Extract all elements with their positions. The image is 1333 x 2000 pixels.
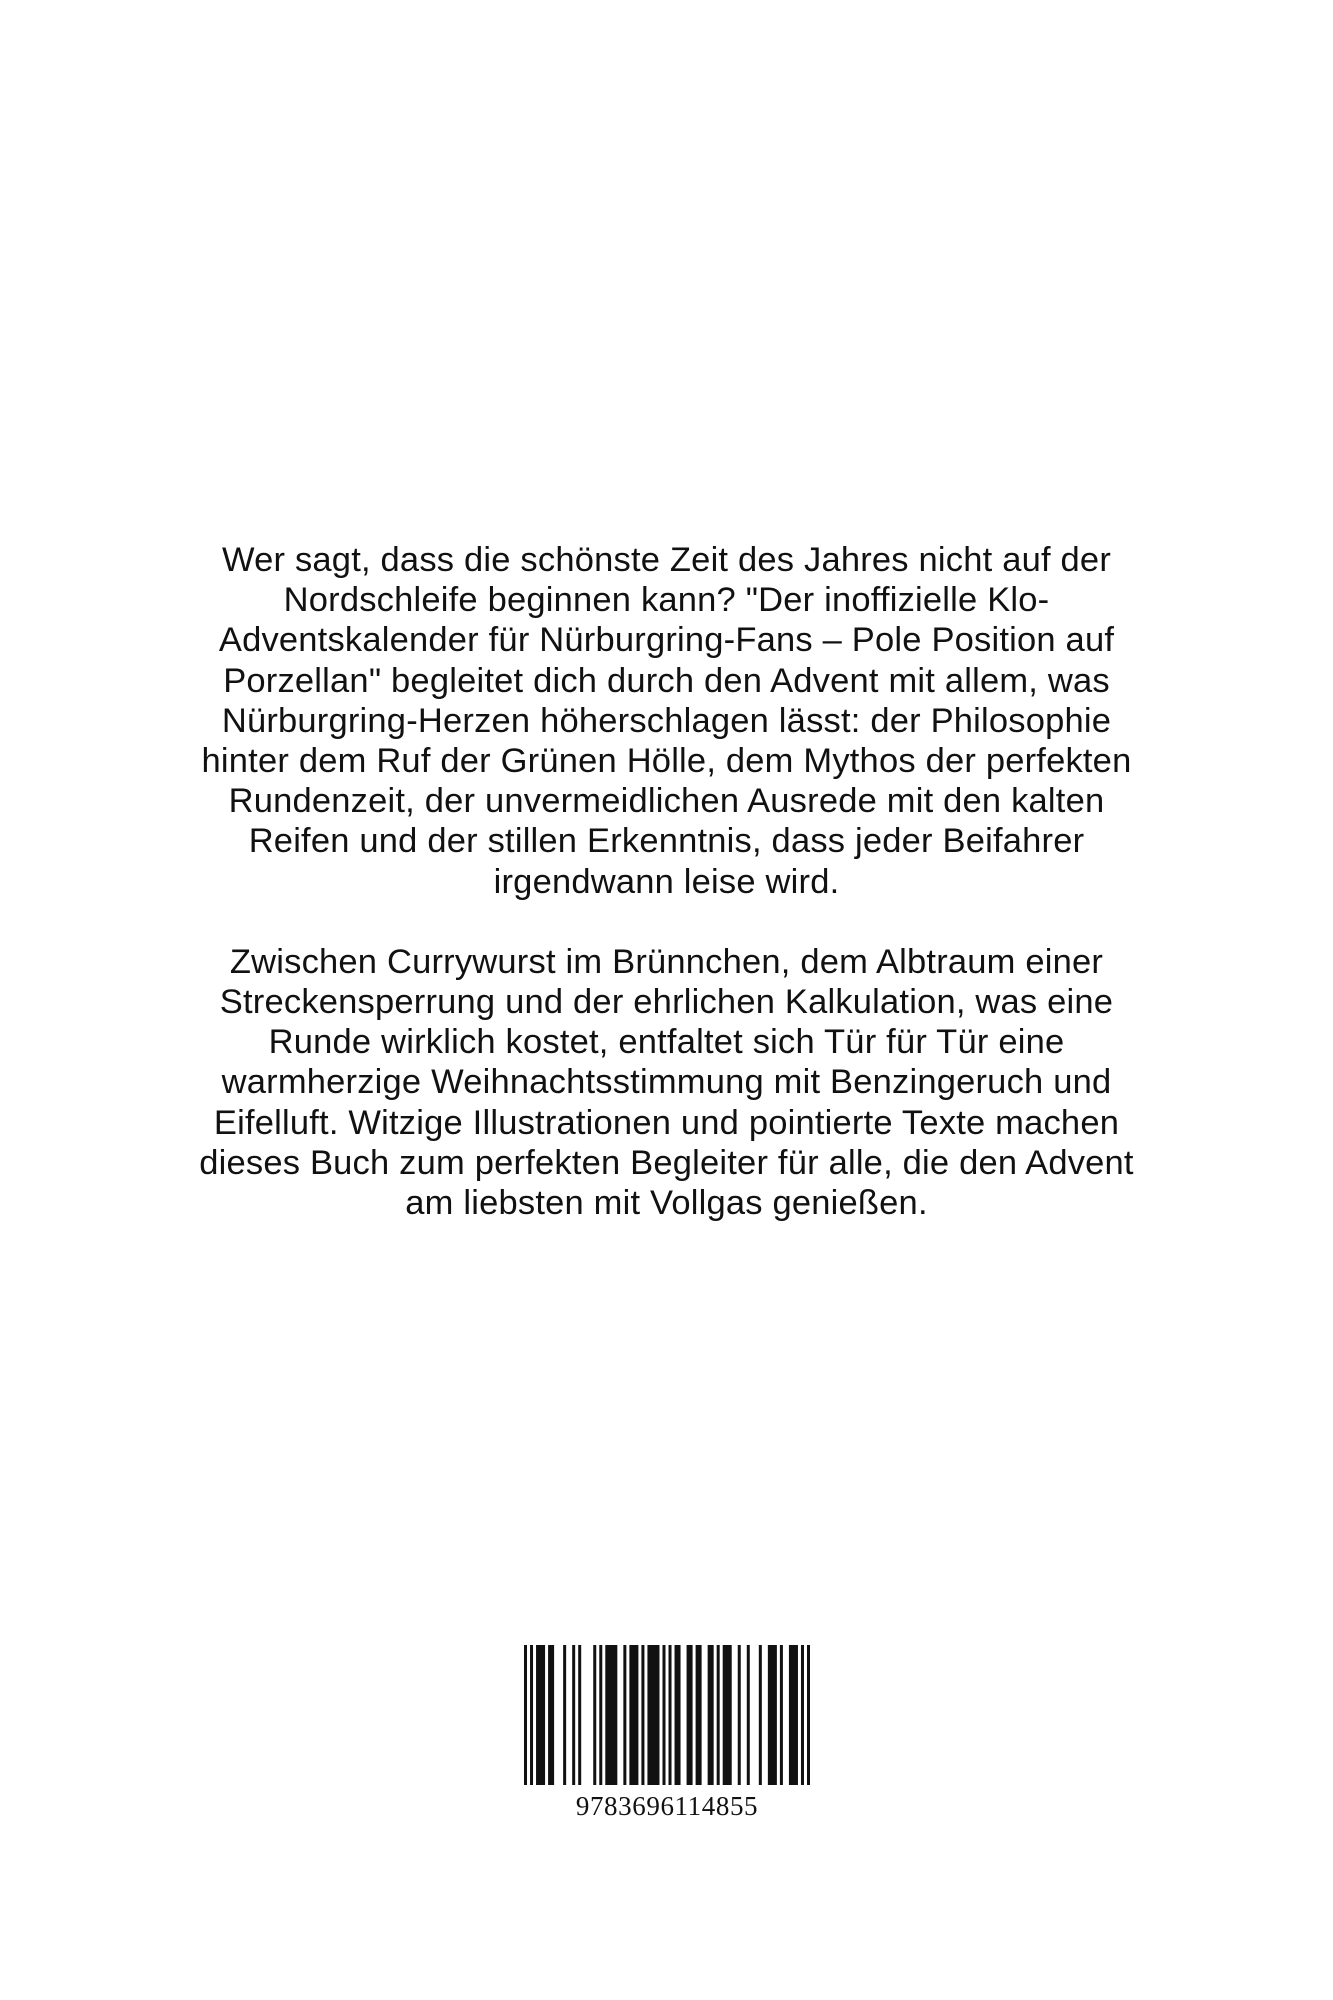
barcode-bar bbox=[548, 1645, 554, 1785]
barcode-bar bbox=[717, 1645, 720, 1785]
barcode-bar bbox=[524, 1645, 527, 1785]
barcode-bar bbox=[605, 1645, 617, 1785]
barcode-bar bbox=[708, 1645, 714, 1785]
barcode-bar bbox=[530, 1645, 533, 1785]
barcode-bar bbox=[675, 1645, 681, 1785]
barcode-bar bbox=[662, 1645, 665, 1785]
isbn-barcode-block bbox=[524, 1645, 810, 1822]
blurb-paragraph-2: Zwischen Currywurst im Brünnchen, dem Albtraum einer Streckensperrung und der ehrlichen Kalkulation, was eine Runde wirklich kostet, entfaltet sich Tür für Tür eine warmherzige Weihnachtsstimmung mit Benzingeruch und Eifelluft. Witzige Illustrationen und pointierte Texte machen dieses Buch zum perfekten Begleiter für alle, die den Advent am liebsten mit Vollgas genießen. bbox=[199, 942, 1134, 1223]
barcode-bar bbox=[641, 1645, 644, 1785]
barcode-bar bbox=[789, 1645, 798, 1785]
blurb-paragraph-1: Wer sagt, dass die schönste Zeit des Jahres nicht auf der Nordschleife beginnen kann? "Der inoffizielle Klo- Adventskalender für Nürburgring-Fans – Pole Position auf Porzellan" begleitet dich durch den Advent mit allem, was Nürburgring-Herzen höherschlagen lässt: der Philosophie hinter dem Ruf der Grünen Hölle, dem Mythos der perfekten Rundenzeit, der unvermeidlichen Ausrede mit den kalten Reifen und der stillen Erkenntnis, dass jeder Beifahrer irgendwann leise wird. bbox=[201, 541, 1132, 901]
barcode-bar bbox=[536, 1645, 545, 1785]
barcode-bar bbox=[593, 1645, 596, 1785]
barcode-bar bbox=[578, 1645, 581, 1785]
barcode-bar bbox=[780, 1645, 783, 1785]
barcode-bar bbox=[623, 1645, 626, 1785]
barcode-bar bbox=[572, 1645, 575, 1785]
barcode-bar bbox=[563, 1645, 566, 1785]
isbn-number: 9783696114855 bbox=[575, 1791, 759, 1821]
barcode-bar bbox=[807, 1645, 810, 1785]
barcode-bar bbox=[759, 1645, 762, 1785]
barcode-bar bbox=[723, 1645, 732, 1785]
barcode-bar bbox=[747, 1645, 750, 1785]
barcode-bar bbox=[696, 1645, 702, 1785]
barcode-bar bbox=[647, 1645, 659, 1785]
barcode-bar bbox=[687, 1645, 693, 1785]
barcode-bar bbox=[768, 1645, 777, 1785]
barcode-bar bbox=[801, 1645, 804, 1785]
back-cover-blurb bbox=[160, 540, 1173, 1223]
barcode-bar bbox=[669, 1645, 672, 1785]
barcode-bar bbox=[629, 1645, 638, 1785]
barcode-icon bbox=[524, 1645, 810, 1785]
barcode-bar bbox=[738, 1645, 741, 1785]
barcode-bar bbox=[599, 1645, 602, 1785]
